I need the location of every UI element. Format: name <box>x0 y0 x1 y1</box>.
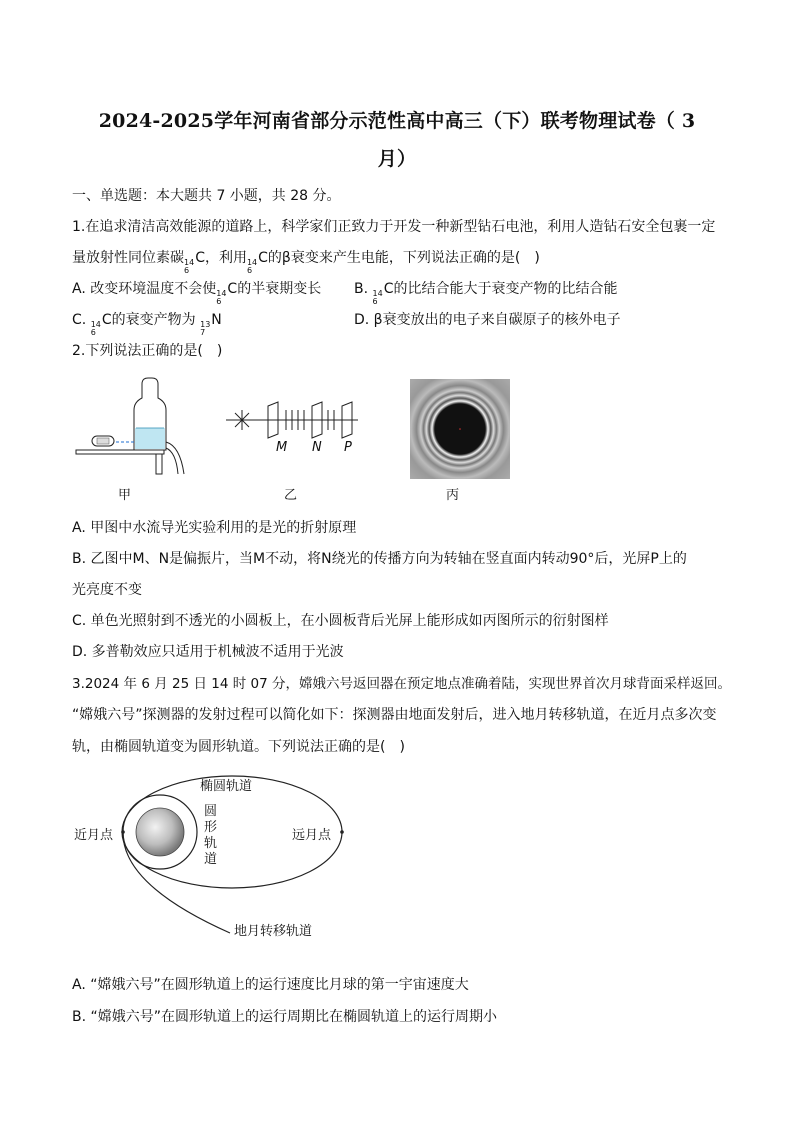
figure-yi-polarizers <box>222 400 362 460</box>
q3-option-a[interactable]: A. “嫦娥六号”在圆形轨道上的运行速度比月球的第一宇宙速度大 <box>72 977 469 993</box>
label-perilune: 近月点 <box>74 828 114 843</box>
label-apolune: 远月点 <box>292 828 332 843</box>
orbit-char: 轨 <box>204 836 218 851</box>
q2-option-c[interactable]: C. 单色光照射到不透光的小圆板上，在小圆板背后光屏上能形成如丙图所示的衍射图样 <box>72 613 609 629</box>
label-elliptical-orbit: 椭圆轨道 <box>200 779 253 794</box>
isotope-c14 <box>91 321 101 337</box>
option-text: C的半衰期变长 <box>227 281 322 297</box>
iso-mass: 14 <box>184 258 195 267</box>
orbit-char: 形 <box>204 820 218 835</box>
q2-stem: 2.下列说法正确的是( ) <box>72 343 223 359</box>
exam-title-line2: 月） <box>377 148 417 170</box>
q1-option-a[interactable] <box>72 279 321 306</box>
q1-stem-line2 <box>72 248 540 275</box>
option-text: C的衰变产物为 <box>101 312 196 328</box>
label-transfer-orbit: 地月转移轨道 <box>234 924 313 939</box>
iso-number: 6 <box>216 297 222 306</box>
q2-option-b-line1[interactable]: B. 乙图中M、N是偏振片，当M不动，将N绕光的传播方向为转轴在竖直面内转动90°后，光屏P上的 <box>72 551 687 567</box>
isotope-c14 <box>247 259 257 275</box>
q2-option-a[interactable]: A. 甲图中水流导光实验利用的是光的折射原理 <box>72 520 357 536</box>
iso-number: 6 <box>184 266 190 275</box>
q3-stem-line2: “嫦娥六号”探测器的发射过程可以简化如下：探测器由地面发射后，进入地月转移轨道，在近月点多次变 <box>72 707 717 723</box>
q1-option-d[interactable]: D. β衰变放出的电子来自碳原子的核外电子 <box>354 312 621 328</box>
figure-label-bing: 丙 <box>446 488 460 503</box>
isotope-c14 <box>184 259 194 275</box>
option-text: C的比结合能大于衰变产物的比结合能 <box>383 281 618 297</box>
option-text: C. <box>72 312 87 328</box>
q3-stem-line1: 3.2024 年 6 月 25 日 14 时 07 分，嫦娥六号返回器在预定地点准确着陆，实现世界首次月球背面采样返回。 <box>72 676 731 692</box>
q3-stem-line3: 轨，由椭圆轨道变为圆形轨道。下列说法正确的是( ) <box>72 739 405 755</box>
q2-option-d[interactable]: D. 多普勒效应只适用于机械波不适用于光波 <box>72 644 344 660</box>
isotope-n13 <box>200 321 210 337</box>
iso-mass: 14 <box>246 258 258 267</box>
exam-title <box>80 102 714 178</box>
option-text: N <box>211 312 222 328</box>
q1-option-c[interactable] <box>72 310 222 337</box>
q1-stem-text-b: C，利用 <box>195 250 247 266</box>
figure-jia-light-guide <box>72 374 192 478</box>
q1-stem-text-c: C的β衰变来产生电能，下列说法正确的是( ) <box>258 250 540 266</box>
iso-number: 6 <box>372 297 378 306</box>
figure-bing-diffraction <box>410 379 510 479</box>
polarizer-label-m: M <box>276 440 288 455</box>
exam-title-line1: 2024-2025学年河南省部分示范性高中高三（下）联考物理试卷（ 3 <box>98 110 696 132</box>
option-text: A. 改变环境温度不会使 <box>72 281 217 297</box>
iso-mass: 14 <box>216 289 227 298</box>
iso-number: 7 <box>200 328 206 337</box>
polarizer-label-n: N <box>312 440 322 455</box>
iso-number: 6 <box>246 266 253 275</box>
isotope-c14 <box>373 290 383 306</box>
label-circular-orbit <box>204 804 218 868</box>
q1-stem-line1: 1.在追求清洁高效能源的道路上，科学家们正致力于开发一种新型钻石电池，利用人造钻石安全包裹一定 <box>72 219 716 235</box>
orbit-char: 圆 <box>204 804 218 819</box>
q3-option-b[interactable]: B. “嫦娥六号”在圆形轨道上的运行周期比在椭圆轨道上的运行周期小 <box>72 1009 498 1025</box>
option-text: B. <box>354 281 369 297</box>
iso-number: 6 <box>90 328 96 337</box>
iso-mass: 14 <box>372 289 383 298</box>
q1-option-b[interactable] <box>354 279 617 306</box>
q2-option-b-line2[interactable]: 光亮度不变 <box>72 582 142 598</box>
orbit-char: 道 <box>204 852 218 867</box>
figure-label-jia: 甲 <box>118 488 132 503</box>
screen-label-p: P <box>344 440 352 455</box>
section-heading: 一、单选题：本大题共 7 小题，共 28 分。 <box>72 188 341 204</box>
isotope-c14 <box>216 290 226 306</box>
iso-mass: 14 <box>90 320 101 329</box>
figure-label-yi: 乙 <box>284 488 298 503</box>
iso-mass: 13 <box>200 320 211 329</box>
q1-stem-text-a: 量放射性同位素碳 <box>72 250 184 266</box>
